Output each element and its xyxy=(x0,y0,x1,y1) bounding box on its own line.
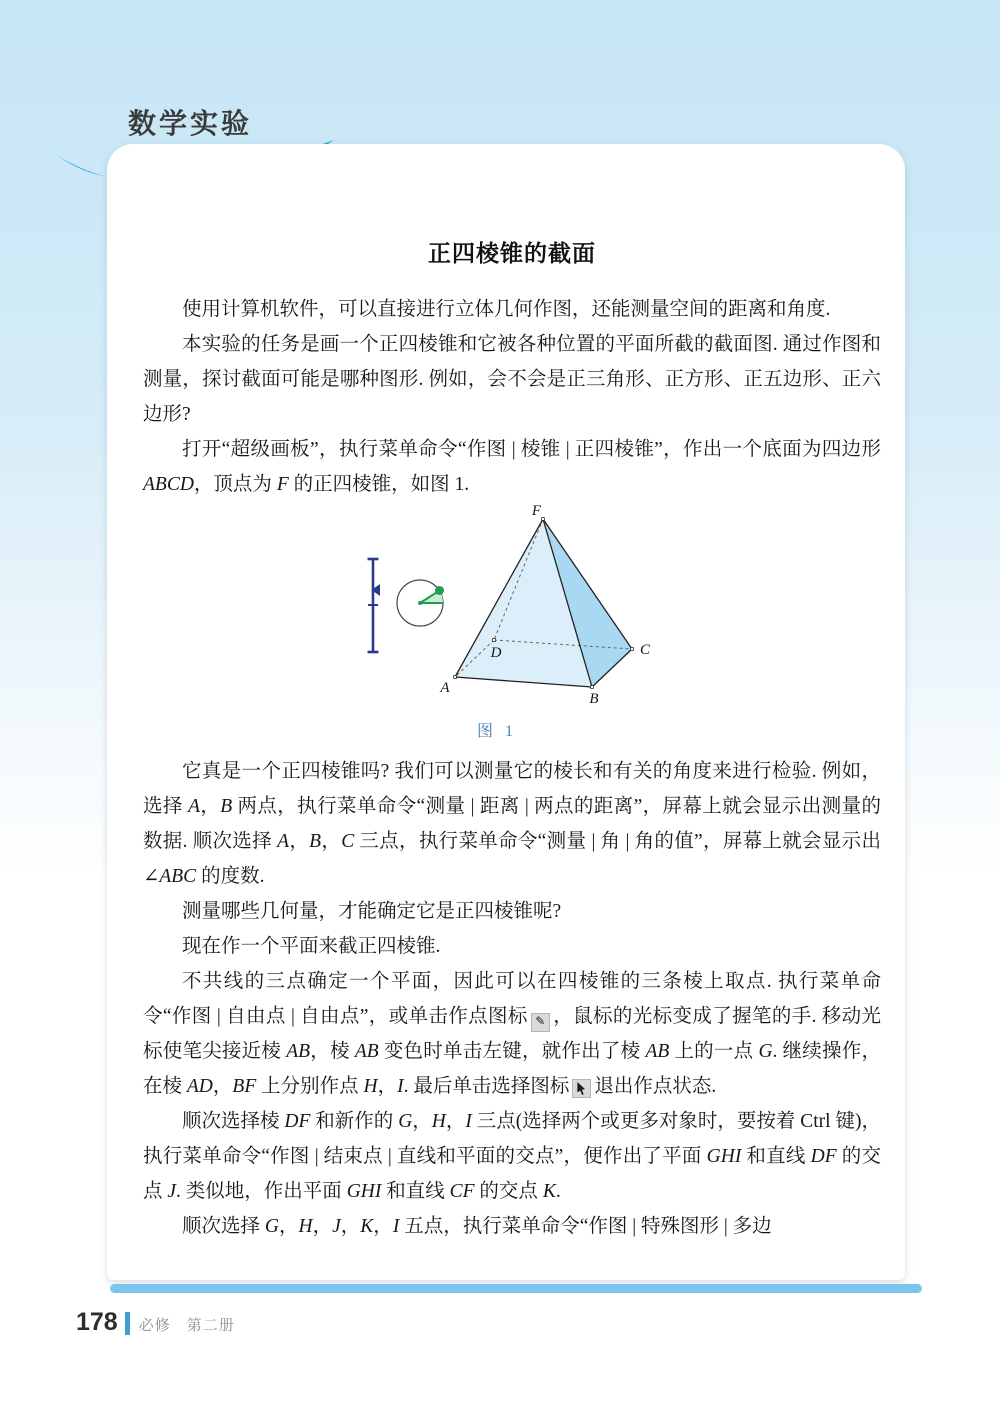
paragraph: 顺次选择 G，H，J，K，I 五点，执行菜单命令“作图 | 特殊图形 | 多边 xyxy=(182,1216,772,1237)
book-label: 必修 第二册 xyxy=(138,1317,235,1334)
pyramid-figure xyxy=(355,502,665,707)
footer-divider xyxy=(125,1312,130,1335)
vertex-label-B: B xyxy=(589,691,599,707)
cursor-icon xyxy=(572,1079,591,1098)
slider-control[interactable] xyxy=(368,559,381,652)
bottom-rule xyxy=(110,1284,922,1293)
section-header: 数学实验 xyxy=(128,108,253,139)
paragraphs-container xyxy=(143,292,881,1244)
paragraph: 顺次选择棱 DF 和新作的 G，H，I 三点(选择两个或更多对象时，要按着 Ctrl 键)，执行菜单命令“作图 | 结束点 | 直线和平面的交点”，便作出了平面 GHI 和直线 DF 的交点 J. 类似地，作出平面 GHI 和直线 CF 的交点 K. xyxy=(143,1111,881,1202)
angle-dial[interactable] xyxy=(397,580,444,626)
article-content xyxy=(143,232,881,1244)
vertex-label-F: F xyxy=(531,503,541,519)
paragraph: 本实验的任务是画一个正四棱锥和它被各种位置的平面所截的截面图. 通过作图和测量，探讨截面可能是哪种图形. 例如，会不会是正三角形、正方形、正五边形、正六边形? xyxy=(143,334,881,425)
vertex-label-D: D xyxy=(490,645,502,661)
paragraph: 测量哪些几何量，才能确定它是正四棱锥呢? xyxy=(182,901,562,922)
paragraph: 不共线的三点确定一个平面，因此可以在四棱锥的三条棱上取点. 执行菜单命令“作图 | 自由点 | 自由点”，或单击作点图标 ✎ ，鼠标的光标变成了握笔的手. 移动光标使笔尖接近棱 AB，棱 AB 变色时单击左键，就作出了棱 AB 上的一点 G. 继续操作，在棱 AD，BF 上分别作点 H，I. 最后单击选择图标 退出作点状态. xyxy=(143,971,881,1097)
paragraph: 使用计算机软件，可以直接进行立体几何作图，还能测量空间的距离和角度. xyxy=(182,299,831,320)
page-footer xyxy=(76,1308,235,1337)
figure-caption: 图 1 xyxy=(476,723,517,740)
page-title: 正四棱锥的截面 xyxy=(428,240,596,266)
vertex-label-A: A xyxy=(440,680,450,696)
figure-1 xyxy=(143,502,881,754)
vertex-label-C: C xyxy=(640,642,651,658)
page-number: 178 xyxy=(76,1308,118,1336)
paragraph: 现在作一个平面来截正四棱锥. xyxy=(182,936,441,957)
pencil-icon: ✎ xyxy=(531,1013,550,1032)
paragraph: 打开“超级画板”，执行菜单命令“作图 | 棱锥 | 正四棱锥”，作出一个底面为四边形 ABCD，顶点为 F 的正四棱锥，如图 1. xyxy=(143,439,881,495)
pyramid-solid xyxy=(439,503,651,707)
paragraph: 它真是一个正四棱锥吗? 我们可以测量它的棱长和有关的角度来进行检验. 例如，选择 A，B 两点，执行菜单命令“测量 | 距离 | 两点的距离”，屏幕上就会显示出测量的数据. 顺次选择 A，B，C 三点，执行菜单命令“测量 | 角 | 角的值”，屏幕上就会显示出∠ABC 的度数. xyxy=(143,761,881,887)
dial-drag-point xyxy=(435,586,444,595)
